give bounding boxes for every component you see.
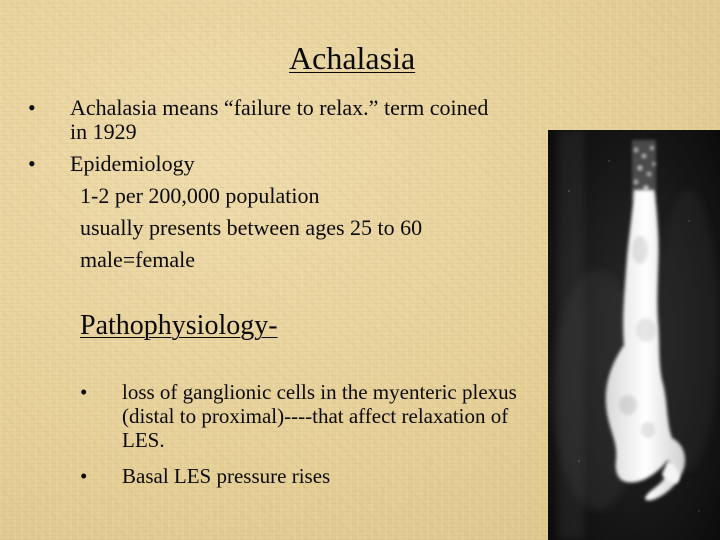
epidemiology-sex-ratio: male=female xyxy=(80,247,196,272)
xray-esophagus-graphic xyxy=(548,130,720,540)
bullet-text: Achalasia means “failure to relax.” term coined in 1929 xyxy=(70,95,489,144)
bullet-text: Basal LES pressure rises xyxy=(122,464,331,488)
barium-swallow-xray-image xyxy=(548,130,720,540)
epidemiology-incidence: 1-2 per 200,000 population xyxy=(80,183,320,208)
bullet-text: loss of ganglionic cells in the myenteric plexus (distal to proximal)----that affect relaxation of LES. xyxy=(122,380,517,452)
bullet-marker: • xyxy=(80,464,88,488)
epidemiology-age: usually presents between ages 25 to 60 xyxy=(80,215,423,240)
bullet-text: Epidemiology xyxy=(70,151,195,176)
bullet-marker: • xyxy=(28,151,36,176)
slide-title: Achalasia xyxy=(289,40,416,76)
bullet-marker: • xyxy=(80,380,88,404)
section-heading-pathophysiology: Pathophysiology- xyxy=(80,310,278,341)
bullet-marker: • xyxy=(28,95,36,120)
